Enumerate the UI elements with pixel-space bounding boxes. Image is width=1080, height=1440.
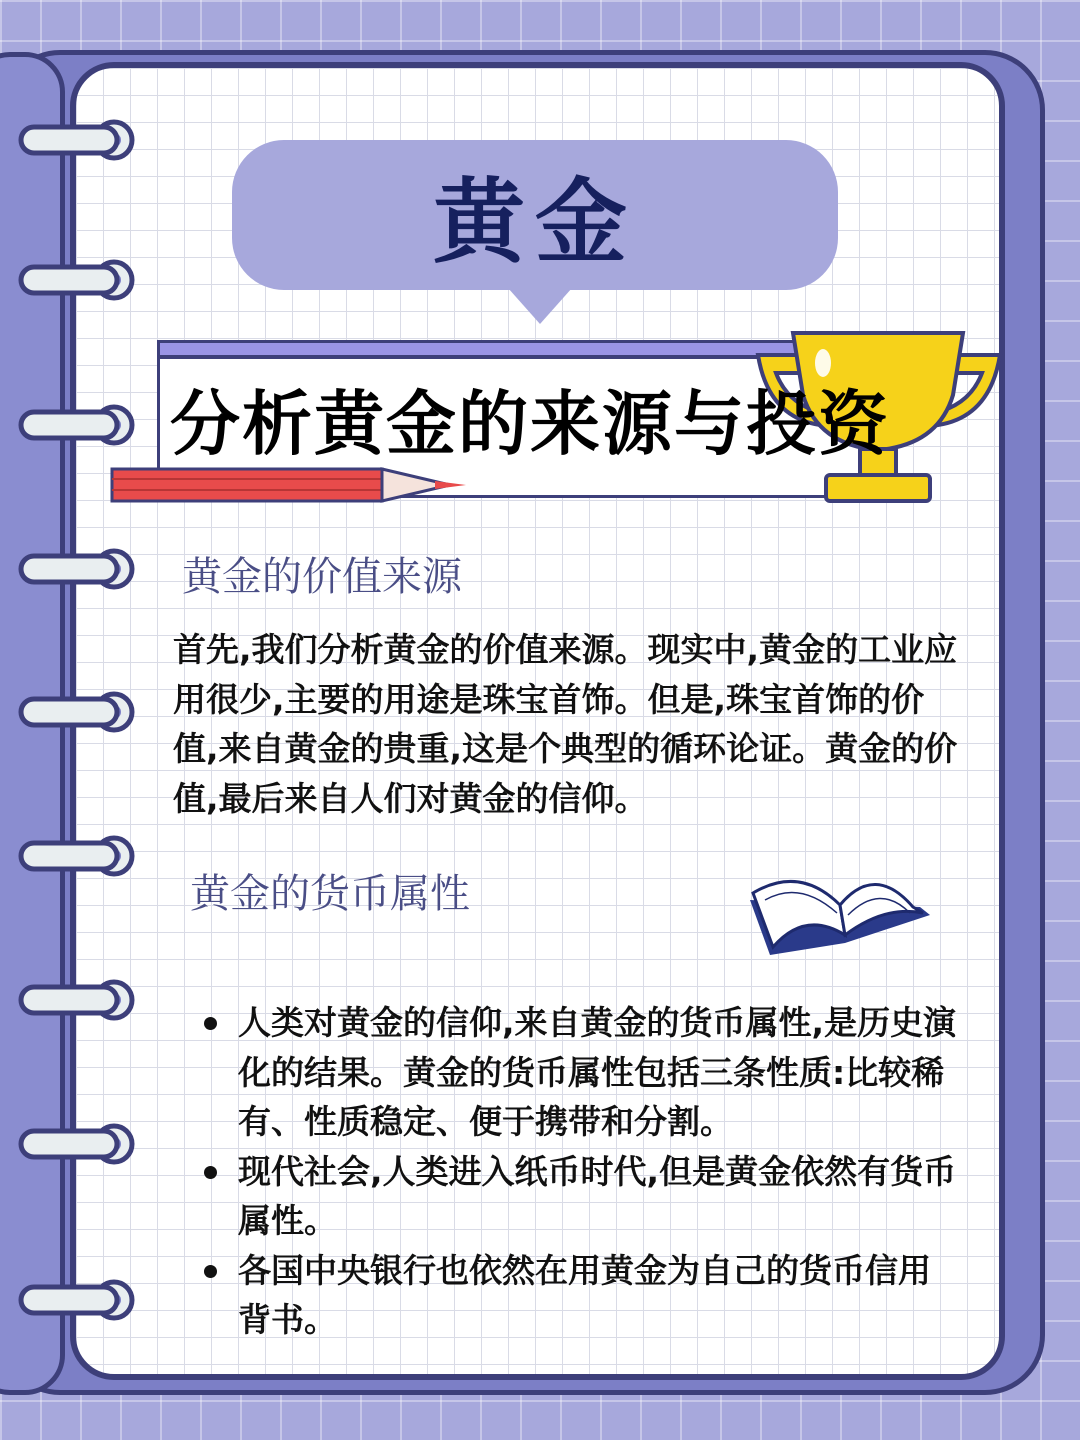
bullet-list bbox=[200, 998, 960, 1345]
notebook-ring-icon bbox=[18, 978, 136, 1022]
pencil-icon bbox=[110, 463, 470, 507]
section-paragraph: 首先,我们分析黄金的价值来源。现实中,黄金的工业应用很少,主要的用途是珠宝首饰。但是,珠宝首饰的价值,来自黄金的贵重,这是个典型的循环论证。黄金的价值,最后来自人们对黄金的信仰。 bbox=[173, 630, 958, 818]
notebook-ring-icon bbox=[18, 403, 136, 447]
notebook-ring-icon bbox=[18, 1122, 136, 1166]
open-book-icon bbox=[745, 855, 935, 960]
list-item bbox=[200, 1246, 960, 1345]
list-item-text: 现代社会,人类进入纸币时代,但是黄金依然有货币属性。 bbox=[238, 1151, 957, 1240]
list-item bbox=[200, 1147, 960, 1246]
section-heading-value-source bbox=[182, 545, 462, 602]
bullet-dot bbox=[204, 1017, 217, 1030]
title-bubble-tail bbox=[508, 288, 572, 324]
notebook-ring-icon bbox=[18, 834, 136, 878]
page-title: 黄金 bbox=[432, 169, 637, 276]
title-bubble bbox=[232, 140, 838, 290]
notebook-ring-icon bbox=[18, 258, 136, 302]
bullet-dot bbox=[204, 1166, 217, 1179]
notebook-ring-icon bbox=[18, 690, 136, 734]
list-item-text: 人类对黄金的信仰,来自黄金的货币属性,是历史演化的结果。黄金的货币属性包括三条性质:比较稀有、性质稳定、便于携带和分割。 bbox=[238, 1003, 957, 1141]
section-heading-text: 黄金的价值来源 bbox=[182, 554, 462, 600]
section-heading-currency-attribute bbox=[190, 862, 470, 919]
notebook-ring-icon bbox=[18, 118, 136, 162]
list-item bbox=[200, 998, 960, 1147]
list-item-text: 各国中央银行也依然在用黄金为自己的货币信用背书。 bbox=[238, 1250, 931, 1339]
notebook-ring-icon bbox=[18, 547, 136, 591]
section-heading-text: 黄金的货币属性 bbox=[190, 871, 470, 917]
bullet-dot bbox=[204, 1265, 217, 1278]
notebook-ring-icon bbox=[18, 1278, 136, 1322]
subtitle: 分析黄金的来源与投资 bbox=[170, 383, 890, 465]
